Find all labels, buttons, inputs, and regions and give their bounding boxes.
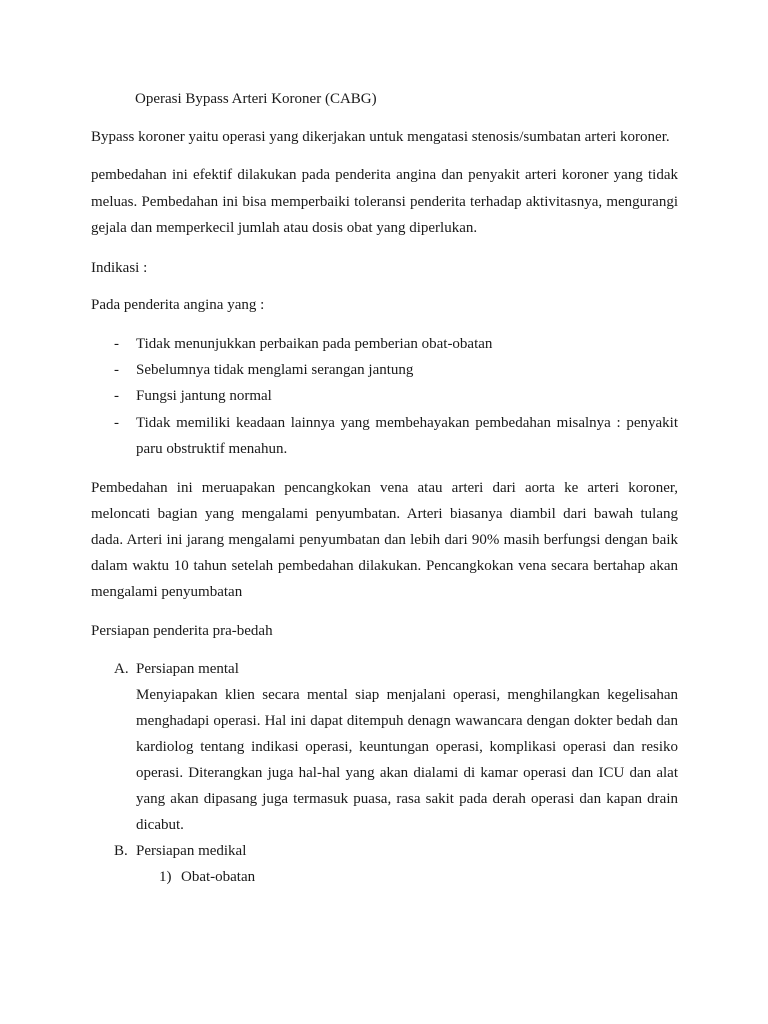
section-a-line: Menyiapakan klien secara mental siap menjalani operasi, menghilangkan kegelisahan [136,687,678,703]
section-a-line: dicabut. [136,817,184,833]
paragraph-2-line-3: dada. Arteri ini jarang mengalami penyumbatan dan lebih dari 90% masih berfungsi dengan baik [91,532,678,548]
section-a-line: menghadapi operasi. Hal ini dapat ditempuh denagn wawancara dengan dokter bedah dan [136,713,678,729]
bullet-marker: - [114,362,119,378]
section-a-title: Persiapan mental [136,661,239,677]
paragraph-1-line-3: gejala dan memperkecil jumlah atau dosis obat yang diperlukan. [91,220,478,236]
section-a-marker: A. [114,661,129,677]
paragraph-2-line-4: dalam waktu 10 tahun setelah pembedahan dilakukan. Pencangkokan vena secara bertahap akan [91,558,678,574]
section-a-line: operasi. Diterangkan juga hal-hal yang akan dialami di kamar operasi dan ICU dan alat [136,765,678,781]
paragraph-2-line-2: meloncati bagian yang mengalami penyumbatan. Arteri biasanya diambil dari bawah tulang [91,506,678,522]
bullet-item: Tidak menunjukkan perbaikan pada pemberian obat-obatan [136,336,493,352]
indikasi-lead: Pada penderita angina yang : [91,297,265,313]
bullet-item: Fungsi jantung normal [136,388,272,404]
bullet-item: Tidak memiliki keadaan lainnya yang membehayakan pembedahan misalnya : penyakit [136,415,678,431]
paragraph-1-line-1: pembedahan ini efektif dilakukan pada penderita angina dan penyakit arteri koroner yang tidak [91,167,678,183]
section-b-marker: B. [114,843,128,859]
paragraph-2-line-1: Pembedahan ini meruapakan pencangkokan vena atau arteri dari aorta ke arteri koroner, [91,480,678,496]
section-b-title: Persiapan medikal [136,843,247,859]
bullet-marker: - [114,388,119,404]
paragraph-2-line-5: mengalami penyumbatan [91,584,243,600]
section-a-line: yang akan dipasang juga termasuk puasa, rasa sakit pada derah operasi dan kapan drain [136,791,678,807]
paragraph-1-line-2: meluas. Pembedahan ini bisa memperbaiki toleransi penderita terhadap aktivitasnya, mengurangi [91,194,678,210]
persiapan-heading: Persiapan penderita pra-bedah [91,623,273,639]
section-b-sub-title: Obat-obatan [181,869,256,885]
section-b-sub-marker: 1) [159,869,172,885]
intro-paragraph: Bypass koroner yaitu operasi yang dikerjakan untuk mengatasi stenosis/sumbatan arteri koroner. [91,129,670,145]
section-a-line: kardiolog tentang indikasi operasi, keuntungan operasi, komplikasi operasi dan resiko [136,739,678,755]
document-title: Operasi Bypass Arteri Koroner (CABG) [135,91,377,107]
bullet-item: Sebelumnya tidak menglami serangan jantung [136,362,414,378]
indikasi-heading: Indikasi : [91,260,148,276]
bullet-marker: - [114,336,119,352]
bullet-marker: - [114,415,119,431]
bullet-item-continuation: paru obstruktif menahun. [136,441,288,457]
